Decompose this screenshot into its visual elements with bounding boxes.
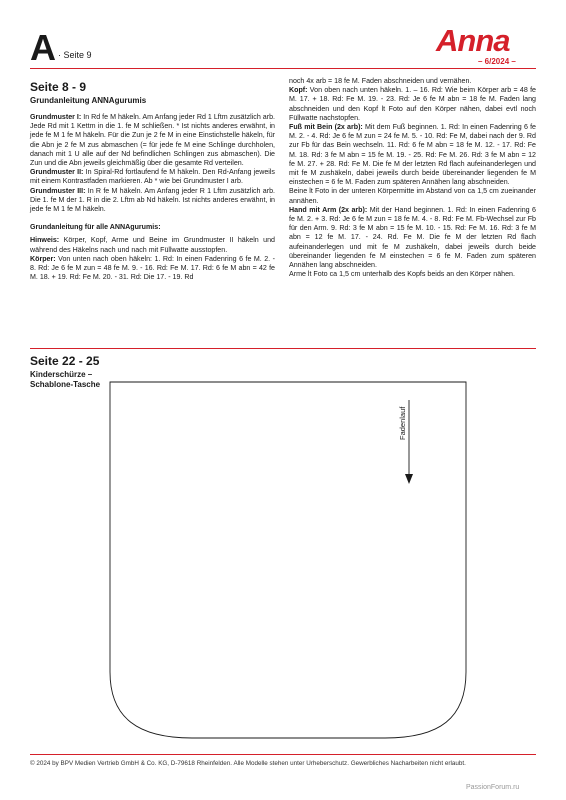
gm3-label: Grundmuster III: bbox=[30, 186, 86, 195]
gm1-label: Grundmuster I: bbox=[30, 113, 82, 121]
section-letter: A bbox=[30, 27, 56, 68]
hand-text: Mit der Hand beginnen. 1. Rd: In einen Fadenring 6 fe M. 2. + 3. Rd: Je 6 fe M zun = 18 fe M. 4. - 8. Rd: Fe M. Fb-Wechsel zur Fb für den Arm. 9. Rd: 3 fe M abn = 15 fe M. 10. - 15. Rd: Fe M. 16. Rd: 3 fe M abn = 12 fe M. 17. - 24. Rd. Fe M. Die fe M der letzten Rd flach aufeinanderlegen und mit fe M zushäkeln, dabei jeweils durch beide übereinander liegenden fe M einstechen = 6 fe M. Faden zum späteren Annähen lang abschneiden. bbox=[289, 205, 537, 270]
section-subtitle: Grundanleitung ANNAgurumis bbox=[30, 96, 147, 105]
gm3-text: In R fe M häkeln. Am Anfang jeder R 1 Lftm zusätzlich arb. Die 1. fe M der 1. R in die 2. Lftm ab Nd häkeln. Ist nichts anderes erwähnt, in jede fe M 1 fe M häkeln. bbox=[30, 186, 275, 214]
gm2-text: In Spiral-Rd fortlaufend fe M häkeln. Den Rd-Anfang jeweils mit einem Kontrastfaden markieren. Ab * wie bei Grundmuster I arb. bbox=[30, 168, 275, 186]
koerper-continued: noch 4x arb = 18 fe M. Faden abschneiden und vernähen. bbox=[289, 77, 472, 85]
page-reference: · Seite 9 bbox=[58, 50, 92, 60]
anna-logo: Anna bbox=[436, 23, 510, 58]
grain-arrow-head bbox=[405, 474, 413, 484]
alle-title: Grundanleitung für alle ANNAgurumis: bbox=[30, 223, 161, 232]
beine-text: Beine lt Foto in der unteren Körpermitte im Abstand von ca 1,5 cm zueinander annähen. bbox=[289, 187, 536, 205]
arme-text: Arme lt Foto ca 1,5 cm unterhalb des Kopfs beids an den Körper nähen. bbox=[289, 270, 515, 279]
gm2-label: Grundmuster II: bbox=[30, 168, 84, 177]
section-title-22-25: Seite 22 - 25 bbox=[30, 354, 100, 368]
hinweis-label: Hinweis: bbox=[30, 236, 60, 245]
watermark-site: PassionForum.ru bbox=[466, 784, 520, 791]
template-title-line2: Schablone-Tasche bbox=[30, 380, 101, 389]
footer-divider bbox=[30, 754, 536, 755]
fuss-label: Fuß mit Bein (2x arb): bbox=[289, 123, 363, 132]
issue-number: – 6/2024 – bbox=[478, 57, 516, 66]
gm1-text: In Rd fe M häkeln. Am Anfang jeder Rd 1 Lftm zusätzlich arb. Jede Rd mit 1 Kettm in die 1. fe M schließen. * Ist nichts anderes erwähnt, in jede fe M 1 fe M häkeln. Für die Zun je 2 fe M in eine Einstichstelle häkeln, für die Abn je 2 fe M zus abmaschen (= für jede fe M eine Schlinge durchholen, danach mit 1 U alle auf der Nd befindlichen Schlingen zus abmaschen). Die Zun und die Abn jeweils gleichmäßig über die gesamte Rd verteilen. bbox=[30, 113, 275, 168]
hand-label: Hand mit Arm (2x arb): bbox=[289, 205, 368, 214]
kopf-label: Kopf: bbox=[289, 86, 308, 95]
fuss-text: Mit dem Fuß beginnen. 1. Rd: In einen Fadenring 6 fe M. 2. - 4. Rd: Je 6 fe M zun = 24 fe M. 5. - 10. Rd: Fe M, dabei nach der 9. Rd zur Fb für das Bein wechseln. 11. Rd: 6 fe M abn = 18 fe M. 12. - 17. Rd: Fe M. 18. Rd: 3 fe M abn = 15 fe M. 19. - 25. Rd: Fe M. 26. Rd: 3 fe M abn = 12 fe M. 27. + 28. Rd: Fe M. Die fe M der letzten Rd flach aufeinanderlegen und mit fe M zushäkeln, dabei jeweils durch beide übereinander liegenden fe M einstechen = 6 fe M. Faden zum späteren Annähen lang abschneiden. bbox=[289, 123, 536, 187]
hinweis-text: Körper, Kopf, Arme und Beine im Grundmuster II häkeln und während des Häkelns nach und nach mit Füllwatte ausstopfen. bbox=[30, 236, 275, 254]
template-title-line1: Kinderschürze – bbox=[30, 370, 93, 379]
copyright-notice: © 2024 by BPV Medien Vertrieb GmbH & Co. KG, D-79618 Rheinfelden. Alle Modelle stehen unter Urheberschutz. Gewerbliches Nacharbeiten nicht erlaubt. bbox=[30, 760, 466, 767]
kopf-text: Von oben nach unten häkeln. 1. – 16. Rd: Wie beim Körper arb = 48 fe M. 17. + 18. Rd: Fe M. 19. - 23. Rd: Je 6 fe M abn = 18 fe M. Faden lang abschneiden und den Kopf lt Foto auf den Körper nähen, dabei evtl noch Füllwatte nachstopfen. bbox=[289, 86, 536, 122]
section-title-8-9: Seite 8 - 9 bbox=[30, 80, 87, 94]
grain-line-label: Fadenlauf bbox=[398, 406, 407, 440]
koerper-text: Von unten nach oben häkeln: 1. Rd: In einen Fadenring 6 fe M. 2. - 8. Rd: Je 6 fe M zun = 48 fe M. 9. - 16. Rd: Fe M. 17. Rd: 6 fe M abn = 42 fe M. 18. + 19. Rd: Fe M. 20. - 31. Rd: Die 17. - 19. Rd bbox=[30, 254, 275, 282]
koerper-label: Körper: bbox=[30, 254, 56, 263]
template-outline-path bbox=[110, 382, 466, 738]
